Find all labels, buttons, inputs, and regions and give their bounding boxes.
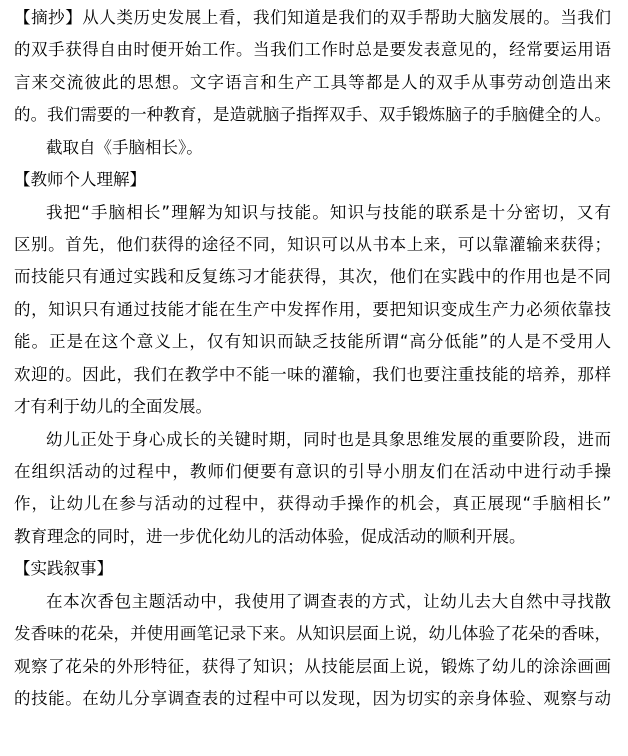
understanding2-line-3: 作，让幼儿在参与活动的过程中，获得动手操作的机会，真正展现“手脑相长” xyxy=(14,494,611,513)
section-heading-practice-narrative: 【实践叙事】 xyxy=(14,559,113,578)
understanding-line-1: 我把“手脑相长”理解为知识与技能。知识与技能的联系是十分密切，又有 xyxy=(46,203,611,222)
understanding2-line-2: 在组织活动的过程中，教师们便要有意识的引导小朋友们在活动中进行动手操 xyxy=(14,462,611,481)
excerpt-line-2: 的双手获得自由时便开始工作。当我们工作时总是要发表意见的，经常要运用语 xyxy=(14,40,611,59)
understanding2-line-4: 教育理念的同时，进一步优化幼儿的活动体验，促成活动的顺利开展。 xyxy=(14,527,526,546)
understanding-line-3: 而技能只有通过实践和反复练习才能获得，其次，他们在实践中的作用也是不同 xyxy=(14,267,611,286)
understanding-line-4: 的，知识只有通过技能才能在生产中发挥作用，要把知识变成生产力必须依靠技 xyxy=(14,300,611,319)
excerpt-line-3: 言来交流彼此的思想。文字语言和生产工具等都是人的双手从事劳动创造出来 xyxy=(14,73,611,92)
excerpt-line-1: 【摘抄】从人类历史发展上看，我们知道是我们的双手帮助大脑发展的。当我们 xyxy=(14,8,611,27)
understanding-line-2: 区别。首先，他们获得的途径不同，知识可以从书本上来，可以靠灌输来获得； xyxy=(14,235,611,254)
narrative-line-3: 观察了花朵的外形特征，获得了知识；从技能层面上说，锻炼了幼儿的涂涂画画 xyxy=(14,657,611,676)
narrative-line-4: 的技能。在幼儿分享调查表的过程中可以发现，因为切实的亲身体验、观察与动 xyxy=(14,689,611,708)
understanding-line-6: 欢迎的。因此，我们在教学中不能一味的灌输，我们也要注重技能的培养，那样 xyxy=(14,365,611,384)
understanding-line-7: 才有利于幼儿的全面发展。 xyxy=(14,397,212,416)
understanding2-line-1: 幼儿正处于身心成长的关键时期，同时也是具象思维发展的重要阶段，进而 xyxy=(46,430,611,449)
excerpt-source: 截取自《手脑相长》。 xyxy=(46,138,203,157)
section-heading-teacher-understanding: 【教师个人理解】 xyxy=(14,170,146,189)
narrative-line-2: 发香味的花朵，并使用画笔记录下来。从知识层面上说，幼儿体验了花朵的香味， xyxy=(14,624,611,643)
narrative-line-1: 在本次香包主题活动中，我使用了调查表的方式，让幼儿去大自然中寻找散 xyxy=(46,592,611,611)
understanding-line-5: 能。正是在这个意义上，仅有知识而缺乏技能所谓“高分低能”的人是不受用人 xyxy=(14,332,611,351)
excerpt-line-4: 的。我们需要的一种教育，是造就脑子指挥双手、双手锻炼脑子的手脑健全的人。 xyxy=(14,105,611,124)
